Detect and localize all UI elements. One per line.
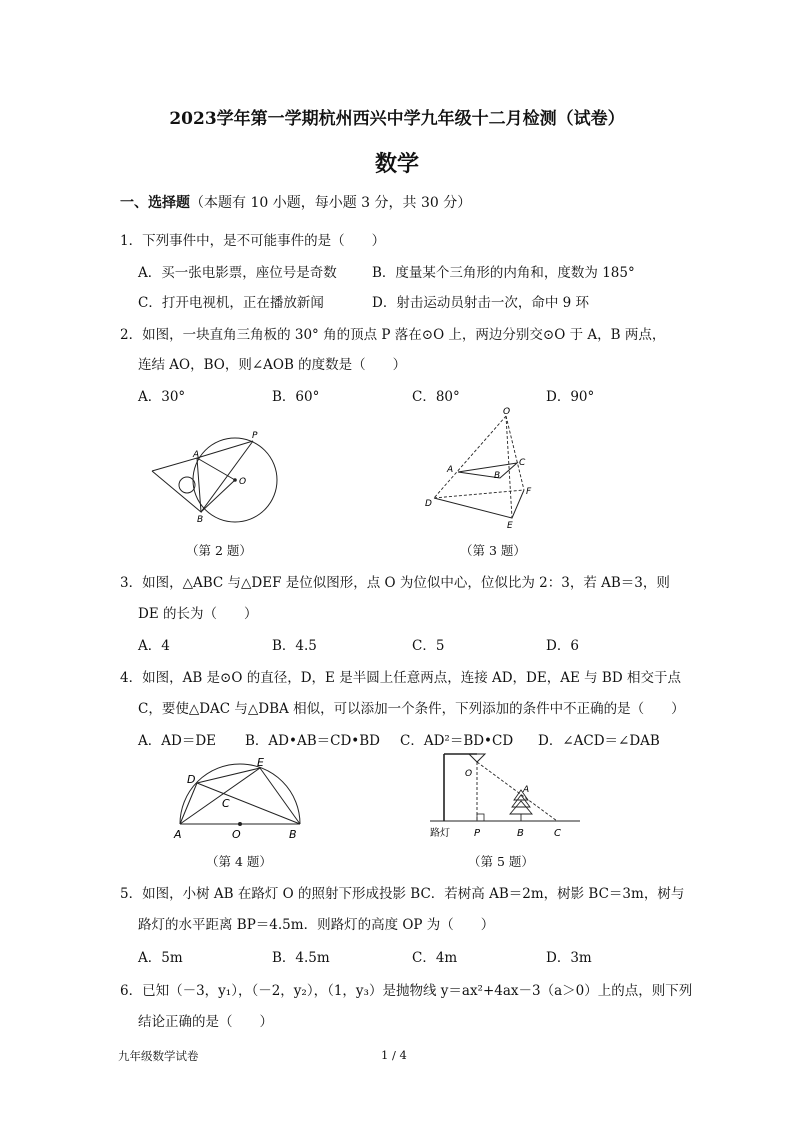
q4-option-d: D．∠ACD＝∠DAB	[538, 733, 660, 749]
fig4-label-a: A	[174, 828, 182, 841]
q3-option-c: C．5	[412, 638, 445, 654]
q6-stem-line2: 结论正确的是（ ）	[138, 1014, 273, 1030]
fig5-dash-oc	[477, 762, 557, 821]
fig5-label-o: O	[465, 769, 473, 779]
fig4-label-d: D	[187, 773, 196, 786]
fig5-label-c: C	[554, 828, 561, 839]
fig3-label-o: O	[503, 407, 511, 417]
q6-stem-line1: 6．已知（－3，y₁），（－2，y₂），（1，y₃）是抛物线 y＝ax²+4ax－3（a＞0）上的点，则下列	[120, 983, 693, 999]
q3-option-d: D．6	[546, 638, 579, 654]
q5-option-a: A．5m	[138, 950, 183, 966]
section-heading-label: 一、选择题	[120, 195, 190, 211]
fig4-line-de	[197, 768, 260, 783]
fig2-line-bo	[201, 480, 235, 512]
q5-stem-line1: 5．如图，小树 AB 在路灯 O 的照射下形成投影 BC．若树高 AB＝2m，树影 BC＝3m，树与	[120, 886, 685, 902]
fig2-line-ao	[197, 458, 235, 480]
q2-option-b: B．60°	[272, 389, 320, 405]
q1-option-c: C．打开电视机，正在播放新闻	[138, 295, 324, 311]
figure-4	[168, 752, 308, 842]
q4-stem-line2: C，要使△DAC 与△DBA 相似，可以添加一个条件，下列添加的条件中不正确的是（ ）	[138, 701, 685, 717]
fig2-center-dot	[233, 478, 237, 482]
figure-3	[420, 402, 550, 532]
fig4-caption: （第 4 题）	[206, 854, 272, 869]
q4-stem-line1: 4．如图，AB 是⊙O 的直径，D，E 是半圆上任意两点，连接 AD，DE，AE 与 BD 相交于点	[120, 670, 681, 686]
q5-option-d: D．3m	[546, 950, 592, 966]
fig2-ruler-hole	[179, 477, 195, 493]
q1-option-a: A．买一张电影票，座位号是奇数	[138, 265, 337, 281]
fig5-lamp-head	[469, 754, 485, 762]
q1-stem-line1: 1．下列事件中，是不可能事件的是（ ）	[120, 233, 386, 249]
q5-stem-line2: 路灯的水平距离 BP＝4.5m．则路灯的高度 OP 为（ ）	[138, 917, 495, 933]
exam-title: 2023学年第一学期杭州西兴中学九年级十二月检测（试卷）	[169, 109, 625, 129]
fig3-label-c: C	[519, 458, 526, 468]
fig4-label-b: B	[289, 828, 297, 841]
fig5-right-angle-mark	[477, 814, 484, 821]
q4-option-c: C．AD²＝BD•CD	[400, 733, 514, 749]
subject-title: 数学	[374, 151, 419, 177]
fig3-dash-of	[506, 416, 524, 490]
fig5-label-p: P	[474, 828, 481, 839]
figure-5	[425, 748, 585, 843]
fig5-label-a: A	[523, 785, 530, 795]
fig3-label-e: E	[507, 521, 513, 531]
q2-option-d: D．90°	[546, 389, 595, 405]
fig3-caption: （第 3 题）	[460, 543, 526, 558]
fig3-label-a: A	[447, 465, 454, 475]
fig4-center-dot	[238, 822, 242, 826]
fig2-caption: （第 2 题）	[186, 543, 252, 558]
q5-option-b: B．4.5m	[272, 950, 330, 966]
fig4-label-o: O	[232, 828, 241, 841]
q2-stem-line1: 2．如图，一块直角三角板的 30° 角的顶点 P 落在⊙O 上，两边分别交⊙O 于 A，B 两点，	[120, 327, 666, 343]
fig5-label-b: B	[517, 828, 524, 839]
fig4-label-c: C	[222, 797, 230, 810]
figure-2	[140, 425, 290, 525]
fig2-line-ap	[197, 441, 253, 458]
fig3-dash-od	[434, 416, 506, 498]
fig3-label-d: D	[425, 499, 432, 509]
fig2-label-p: P	[252, 431, 258, 441]
q2-option-c: C．80°	[412, 389, 460, 405]
fig5-label-lamp: 路灯	[430, 828, 450, 839]
fig4-label-e: E	[257, 756, 264, 769]
fig2-label-b: B	[197, 515, 204, 525]
footer-exam-name: 九年级数学试卷	[118, 1049, 199, 1063]
q5-option-c: C．4m	[412, 950, 458, 966]
q3-stem-line2: DE 的长为（ ）	[138, 606, 258, 622]
fig3-triangle-abc	[458, 463, 517, 478]
fig4-line-db	[197, 783, 300, 824]
fig5-caption: （第 5 题）	[468, 854, 534, 869]
q3-stem-line1: 3．如图，△ABC 与△DEF 是位似图形，点 O 为位似中心，位似比为 2：3，若 AB＝3，则	[120, 575, 670, 591]
fig3-dash-oe	[506, 416, 512, 518]
q1-option-d: D．射击运动员射击一次，命中 9 环	[372, 295, 589, 311]
fig3-label-b: B	[494, 471, 501, 481]
q4-option-b: B．AD•AB＝CD•BD	[245, 733, 380, 749]
q3-option-b: B．4.5	[272, 638, 317, 654]
q2-option-a: A．30°	[138, 389, 186, 405]
q1-option-b: B．度量某个三角形的内角和，度数为 185°	[372, 265, 635, 281]
fig3-label-f: F	[526, 487, 532, 497]
fig2-label-a: A	[193, 450, 200, 460]
q3-option-a: A．4	[138, 638, 170, 654]
fig2-label-o: O	[239, 477, 247, 487]
q2-stem-line2: 连结 AO，BO，则∠AOB 的度数是（ ）	[138, 357, 407, 373]
q4-option-a: A．AD＝DE	[138, 733, 217, 749]
section-heading-note: （本题有 10 小题，每小题 3 分，共 30 分）	[190, 195, 472, 211]
section-heading	[120, 192, 471, 212]
footer-page-number: 1 / 4	[381, 1048, 407, 1062]
